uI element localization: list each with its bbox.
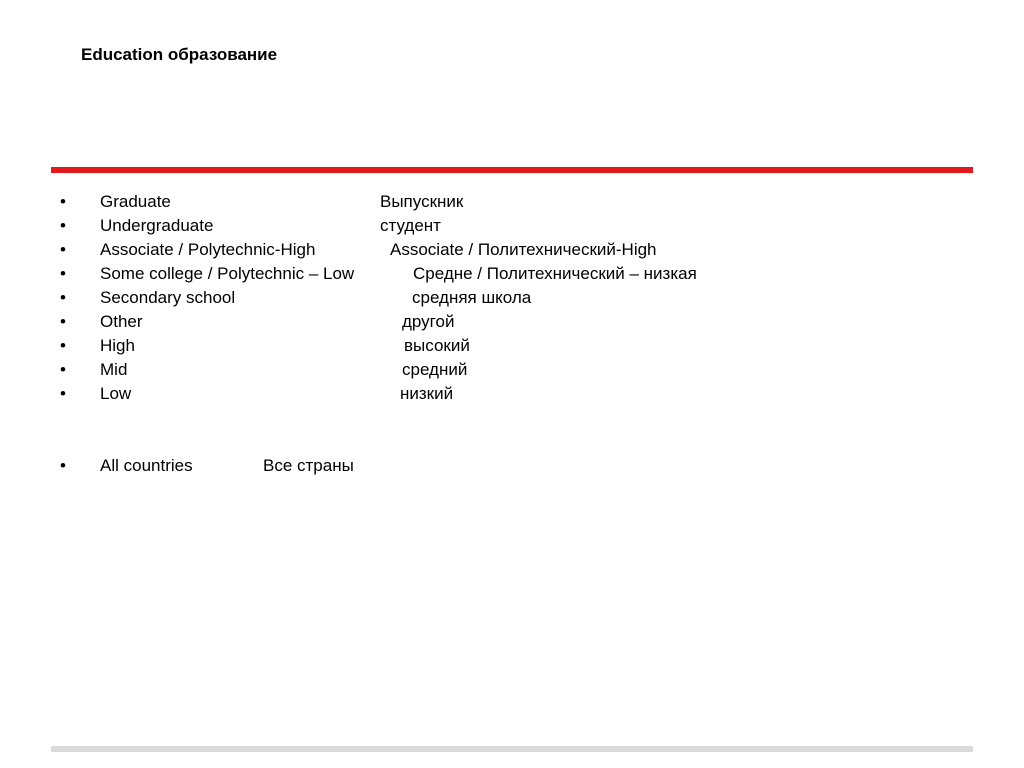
item-russian: Все страны — [263, 456, 354, 475]
item-english: Low — [100, 384, 132, 403]
item-russian: средний — [402, 360, 468, 379]
item-english: Associate / Polytechnic-High — [100, 240, 316, 259]
item-russian: Выпускник — [380, 192, 464, 211]
bullet: • — [60, 336, 66, 355]
bullet: • — [60, 384, 66, 403]
bullet: • — [60, 312, 66, 331]
item-russian: низкий — [400, 384, 454, 403]
item-english: Secondary school — [100, 288, 236, 307]
bullet: • — [60, 288, 66, 307]
item-russian: средняя школа — [412, 288, 532, 307]
item-russian: другой — [402, 312, 455, 331]
footer-divider — [51, 746, 973, 752]
item-russian: Associate / Политехнический-High — [390, 240, 657, 259]
bullet: • — [60, 192, 66, 211]
bullet: • — [60, 240, 66, 259]
item-english: Other — [100, 312, 143, 331]
bullet: • — [60, 216, 66, 235]
item-english: Graduate — [100, 192, 171, 211]
bullet: • — [60, 456, 66, 475]
item-english: Mid — [100, 360, 128, 379]
bullet: • — [60, 264, 66, 283]
item-english: High — [100, 336, 135, 355]
item-russian: высокий — [404, 336, 470, 355]
item-russian: Средне / Политехнический – низкая — [413, 264, 697, 283]
item-english: Some college / Polytechnic – Low — [100, 264, 355, 283]
header-divider — [51, 167, 973, 173]
bullet: • — [60, 360, 66, 379]
item-english: All countries — [100, 456, 193, 475]
slide-title: Education образование — [81, 45, 278, 64]
item-english: Undergraduate — [100, 216, 214, 235]
item-russian: студент — [380, 216, 441, 235]
